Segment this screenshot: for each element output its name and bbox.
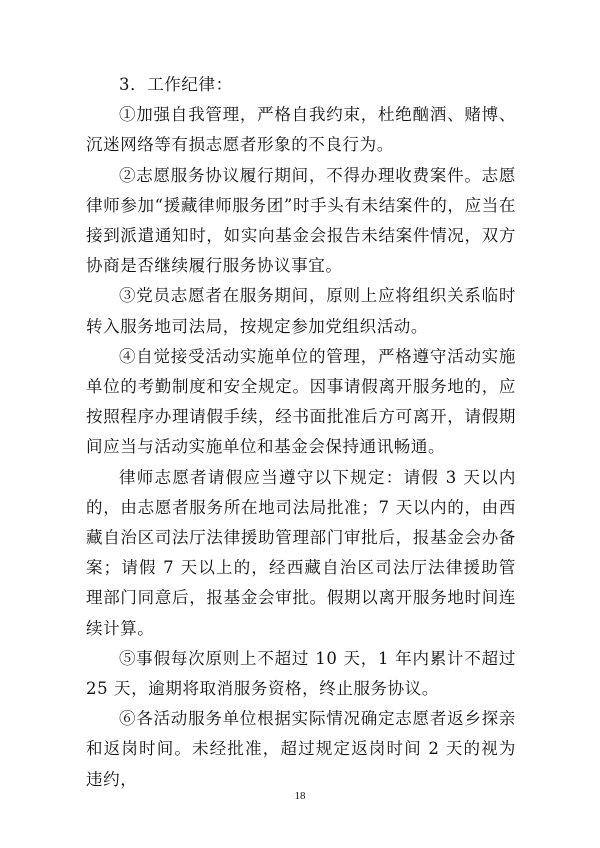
paragraph-5: 律师志愿者请假应当遵守以下规定：请假 3 天以内的，由志愿者服务所在地司法局批准；7 天以内的，由西藏自治区司法厅法律援助管理部门审批后，报基金会办备案；请假 7 天以上的，经西藏自治区司法厅法律援助管理部门同意后，报基金会审批。假期以离开服务地时间连续计算。 (86, 467, 516, 638)
page-number: 18 (294, 790, 306, 802)
paragraph-2: ②志愿服务协议履行期间，不得办理收费案件。志愿律师参加“援藏律师服务团”时手头有未结案件的，应当在接到派遣通知时，如实向基金会报告未结案件情况，双方协商是否继续履行服务协议事宜。 (86, 165, 516, 276)
paragraph-7: ⑥各活动服务单位根据实际情况确定志愿者返乡探亲和返岗时间。未经批准，超过规定返岗时间 2 天的视为违约， (86, 709, 516, 789)
paragraph-3: ③党员志愿者在服务期间，原则上应将组织关系临时转入服务地司法局，按规定参加党组织活动。 (86, 286, 516, 336)
section-heading: 3．工作纪律： (119, 75, 233, 94)
paragraph-4: ④自觉接受活动实施单位的管理，严格遵守活动实施单位的考勤制度和安全规定。因事请假离开服务地的，应按照程序办理请假手续，经书面批准后方可离开，请假期间应当与活动实施单位和基金会保持通讯畅通。 (86, 346, 516, 457)
document-body (86, 70, 516, 795)
paragraph-6: ⑤事假每次原则上不超过 10 天，1 年内累计不超过 25 天，逾期将取消服务资格，终止服务协议。 (86, 648, 516, 699)
paragraph-1: ①加强自我管理，严格自我约束，杜绝酗酒、赌博、沉迷网络等有损志愿者形象的不良行为。 (86, 105, 516, 155)
